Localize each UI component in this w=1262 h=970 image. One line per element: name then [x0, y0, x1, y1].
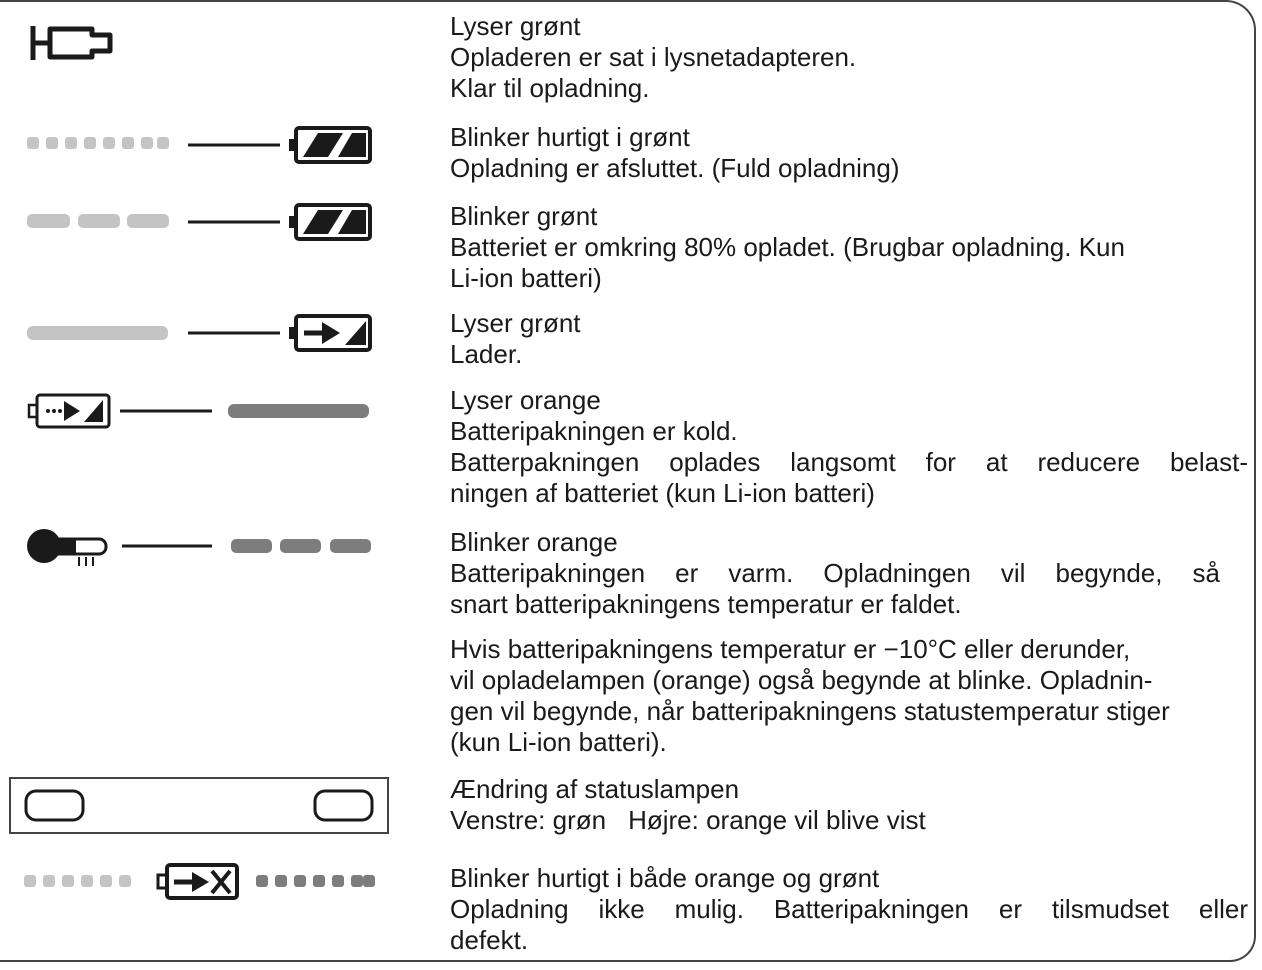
row-text: ningen af batteriet (kun Li-ion batteri): [450, 478, 875, 508]
row-status-lamp-description: [450, 774, 1248, 836]
status-lamps-icon: [10, 778, 388, 833]
fast-blink-dots-green: [27, 137, 169, 149]
row-title: Lyser grønt: [450, 308, 581, 338]
row-title: Blinker hurtigt i grønt: [450, 122, 690, 152]
row-text: Hvis batteripakningens temperatur er −10°C eller derunder,: [450, 634, 1131, 664]
row-text: Batterpakningen oplades langsomt for at reducere belast-: [450, 447, 1248, 477]
row-text: defekt.: [450, 925, 529, 955]
row-title: Lyser orange: [450, 385, 601, 415]
row-text: Batteriet er omkring 80% opladet. (Brugbar opladning. Kun: [450, 232, 1125, 262]
row-text: Opladning er afsluttet. (Fuld opladning): [450, 153, 900, 183]
row-text: snart batteripakningens temperatur er faldet.: [450, 589, 962, 619]
row-text: gen vil begynde, når batteripakningens statustemperatur stiger: [450, 696, 1170, 726]
blink-dashes-orange: [231, 539, 371, 553]
row-text: vil opladelampen (orange) også begynde at blinke. Opladnin-: [450, 665, 1153, 695]
row-title: Ændring af statuslampen: [450, 774, 740, 804]
battery-full-icon: [289, 128, 370, 162]
plug-icon: [33, 26, 110, 60]
thermometer-hot-icon: [27, 529, 106, 566]
row-title: Blinker orange: [450, 527, 618, 557]
row-text: Batteripakningen er varm. Opladningen vil begynde, så: [450, 558, 1220, 588]
row-cold-description: [450, 385, 1248, 509]
row-text: Batteripakningen er kold.: [450, 416, 738, 446]
right-lamp-label: Højre: orange vil blive vist: [628, 805, 926, 835]
steady-bar-orange: [228, 404, 369, 418]
blink-dashes-green: [27, 214, 169, 228]
row-text: Opladeren er sat i lysnetadapteren.: [450, 42, 857, 72]
row-text: Li-ion batteri): [450, 263, 602, 293]
left-lamp-label: Venstre: grøn: [450, 805, 607, 835]
row-plug-description: [450, 11, 1248, 104]
row-cold-note: [450, 634, 1258, 758]
battery-full-icon: [289, 205, 370, 239]
row-text: (kun Li-ion batteri).: [450, 727, 667, 757]
row-text: [450, 805, 1248, 836]
fast-blink-dots-green: [24, 875, 131, 887]
row-title: Lyser grønt: [450, 11, 581, 41]
row-charging-description: [450, 308, 1248, 370]
battery-slow-charge-icon: [29, 395, 109, 427]
icon-column: [0, 0, 450, 970]
battery-error-icon: [158, 865, 237, 898]
row-error-description: [450, 863, 1248, 956]
row-title: Blinker grønt: [450, 201, 598, 231]
row-80-percent-description: [450, 201, 1248, 294]
row-full-charge-description: [450, 122, 1248, 184]
row-warm-description: [450, 527, 1220, 620]
row-text: Lader.: [450, 339, 523, 369]
row-title: Blinker hurtigt i både orange og grønt: [450, 863, 880, 893]
fast-blink-dots-orange: [256, 875, 375, 887]
row-text: Opladning ikke mulig. Batteripakningen er tilsmudset eller: [450, 894, 1248, 924]
row-text: Klar til opladning.: [450, 73, 650, 103]
steady-bar-green: [27, 326, 168, 340]
battery-charging-icon: [289, 316, 370, 350]
